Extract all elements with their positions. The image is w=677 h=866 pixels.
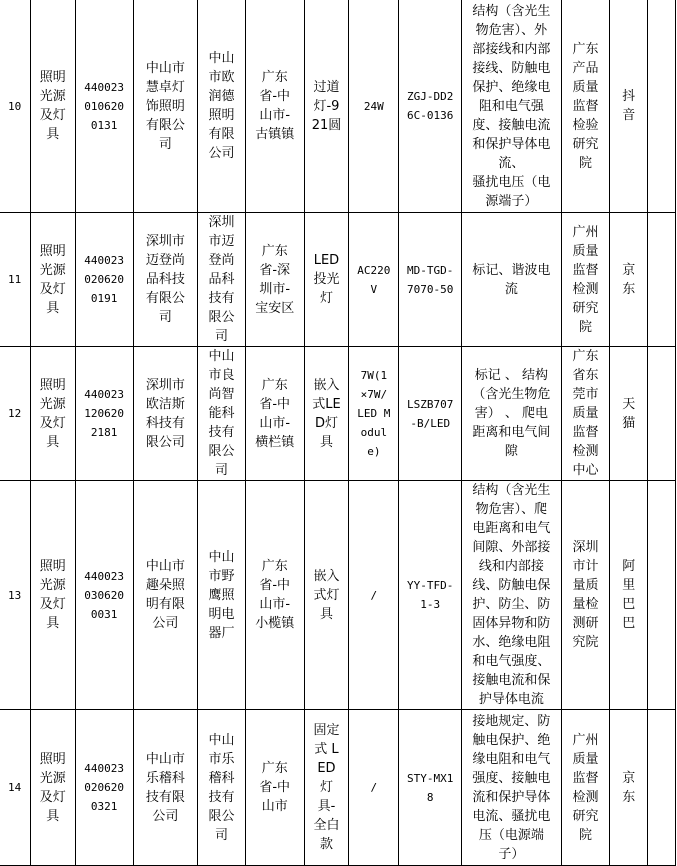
seller-name: 中山市 趣朵照 明有限 公司 [133, 481, 198, 710]
testing-lab: 广东 省东 莞市 质量 监督 检测 中心 [561, 347, 610, 481]
testing-lab: 深圳 市计 量质 量检 测研 究院 [561, 481, 610, 710]
table-row [0, 710, 676, 866]
failed-items: 标记、谐波电 流 [462, 213, 561, 347]
sample-code: 440023 020620 0191 [75, 213, 133, 347]
empty-cell [648, 213, 676, 347]
specification: 24W [349, 0, 399, 213]
empty-cell [648, 0, 676, 213]
failed-items: 结构（含光生 物危害）、外 部接线和内部 接线、防触电 保护、绝缘电 阻和电气强 度、接触电流 和保护导体电 流、 骚扰电压（电 源端子） [462, 0, 561, 213]
manufacturer-name: 中山 市良 尚智 能科 技有 限公 司 [198, 347, 246, 481]
sample-code: 440023 020620 0321 [75, 710, 133, 866]
sales-platform: 抖 音 [610, 0, 648, 213]
row-number: 14 [0, 710, 30, 866]
product-category: 照明 光源 及灯 具 [30, 347, 75, 481]
table-row [0, 0, 676, 213]
empty-cell [648, 347, 676, 481]
manufacturer-address: 广东 省-中 山市- 横栏镇 [245, 347, 304, 481]
specification: 7W(1 ×7W/ LED M odul e) [349, 347, 399, 481]
product-category: 照明 光源 及灯 具 [30, 0, 75, 213]
row-number: 10 [0, 0, 30, 213]
product-name: 固定 式 L ED 灯 具- 全白 款 [304, 710, 349, 866]
table-row [0, 347, 676, 481]
sales-platform: 京 东 [610, 710, 648, 866]
sales-platform: 京 东 [610, 213, 648, 347]
specification: / [349, 481, 399, 710]
model-number: YY-TFD- 1-3 [399, 481, 462, 710]
product-category: 照明 光源 及灯 具 [30, 213, 75, 347]
sample-code: 440023 120620 2181 [75, 347, 133, 481]
testing-lab: 广州 质量 监督 检测 研究 院 [561, 710, 610, 866]
manufacturer-name: 中山 市欧 润德 照明 有限 公司 [198, 0, 246, 213]
testing-lab: 广东 产品 质量 监督 检验 研究 院 [561, 0, 610, 213]
product-category: 照明 光源 及灯 具 [30, 710, 75, 866]
product-category: 照明 光源 及灯 具 [30, 481, 75, 710]
seller-name: 中山市 乐稽科 技有限 公司 [133, 710, 198, 866]
sample-code: 440023 030620 0031 [75, 481, 133, 710]
sales-platform: 天 猫 [610, 347, 648, 481]
manufacturer-name: 中山 市乐 稽科 技有 限公 司 [198, 710, 246, 866]
product-name: LED 投光 灯 [304, 213, 349, 347]
product-name: 过道 灯-9 21圆 [304, 0, 349, 213]
table-row [0, 213, 676, 347]
product-name: 嵌入 式LE D灯 具 [304, 347, 349, 481]
manufacturer-address: 广东 省-深 圳市- 宝安区 [245, 213, 304, 347]
failed-items: 标记 、 结构 （含光生物危 害） 、 爬电 距离和电气间 隙 [462, 347, 561, 481]
seller-name: 中山市 慧卓灯 饰照明 有限公 司 [133, 0, 198, 213]
sales-platform: 阿 里 巴 巴 [610, 481, 648, 710]
model-number: STY-MX1 8 [399, 710, 462, 866]
empty-cell [648, 481, 676, 710]
row-number: 11 [0, 213, 30, 347]
row-number: 13 [0, 481, 30, 710]
manufacturer-address: 广东 省-中 山市- 古镇镇 [245, 0, 304, 213]
empty-cell [648, 710, 676, 866]
manufacturer-address: 广东 省-中 山市 [245, 710, 304, 866]
manufacturer-name: 中山 市野 鹰照 明电 器厂 [198, 481, 246, 710]
manufacturer-name: 深圳 市迈 登尚 品科 技有 限公 司 [198, 213, 246, 347]
seller-name: 深圳市 迈登尚 品科技 有限公 司 [133, 213, 198, 347]
seller-name: 深圳市 欧洁斯 科技有 限公司 [133, 347, 198, 481]
specification: AC220 V [349, 213, 399, 347]
table-row [0, 481, 676, 710]
model-number: LSZB707 -B/LED [399, 347, 462, 481]
specification: / [349, 710, 399, 866]
sample-code: 440023 010620 0131 [75, 0, 133, 213]
failed-items: 接地规定、防 触电保护、绝 缘电阻和电气 强度、接触电 流和保护导体 电流、骚扰电 压（电源端 子） [462, 710, 561, 866]
row-number: 12 [0, 347, 30, 481]
model-number: ZGJ-DD2 6C-0136 [399, 0, 462, 213]
product-name: 嵌入 式灯 具 [304, 481, 349, 710]
model-number: MD-TGD- 7070-50 [399, 213, 462, 347]
testing-lab: 广州 质量 监督 检测 研究 院 [561, 213, 610, 347]
manufacturer-address: 广东 省-中 山市- 小榄镇 [245, 481, 304, 710]
failed-items: 结构（含光生 物危害）、爬 电距离和电气 间隙、外部接 线和内部接 线、防触电保 护、防尘、防 固体异物和防 水、绝缘电阻 和电气强度、 接触电流和保 护导体电流 [462, 481, 561, 710]
